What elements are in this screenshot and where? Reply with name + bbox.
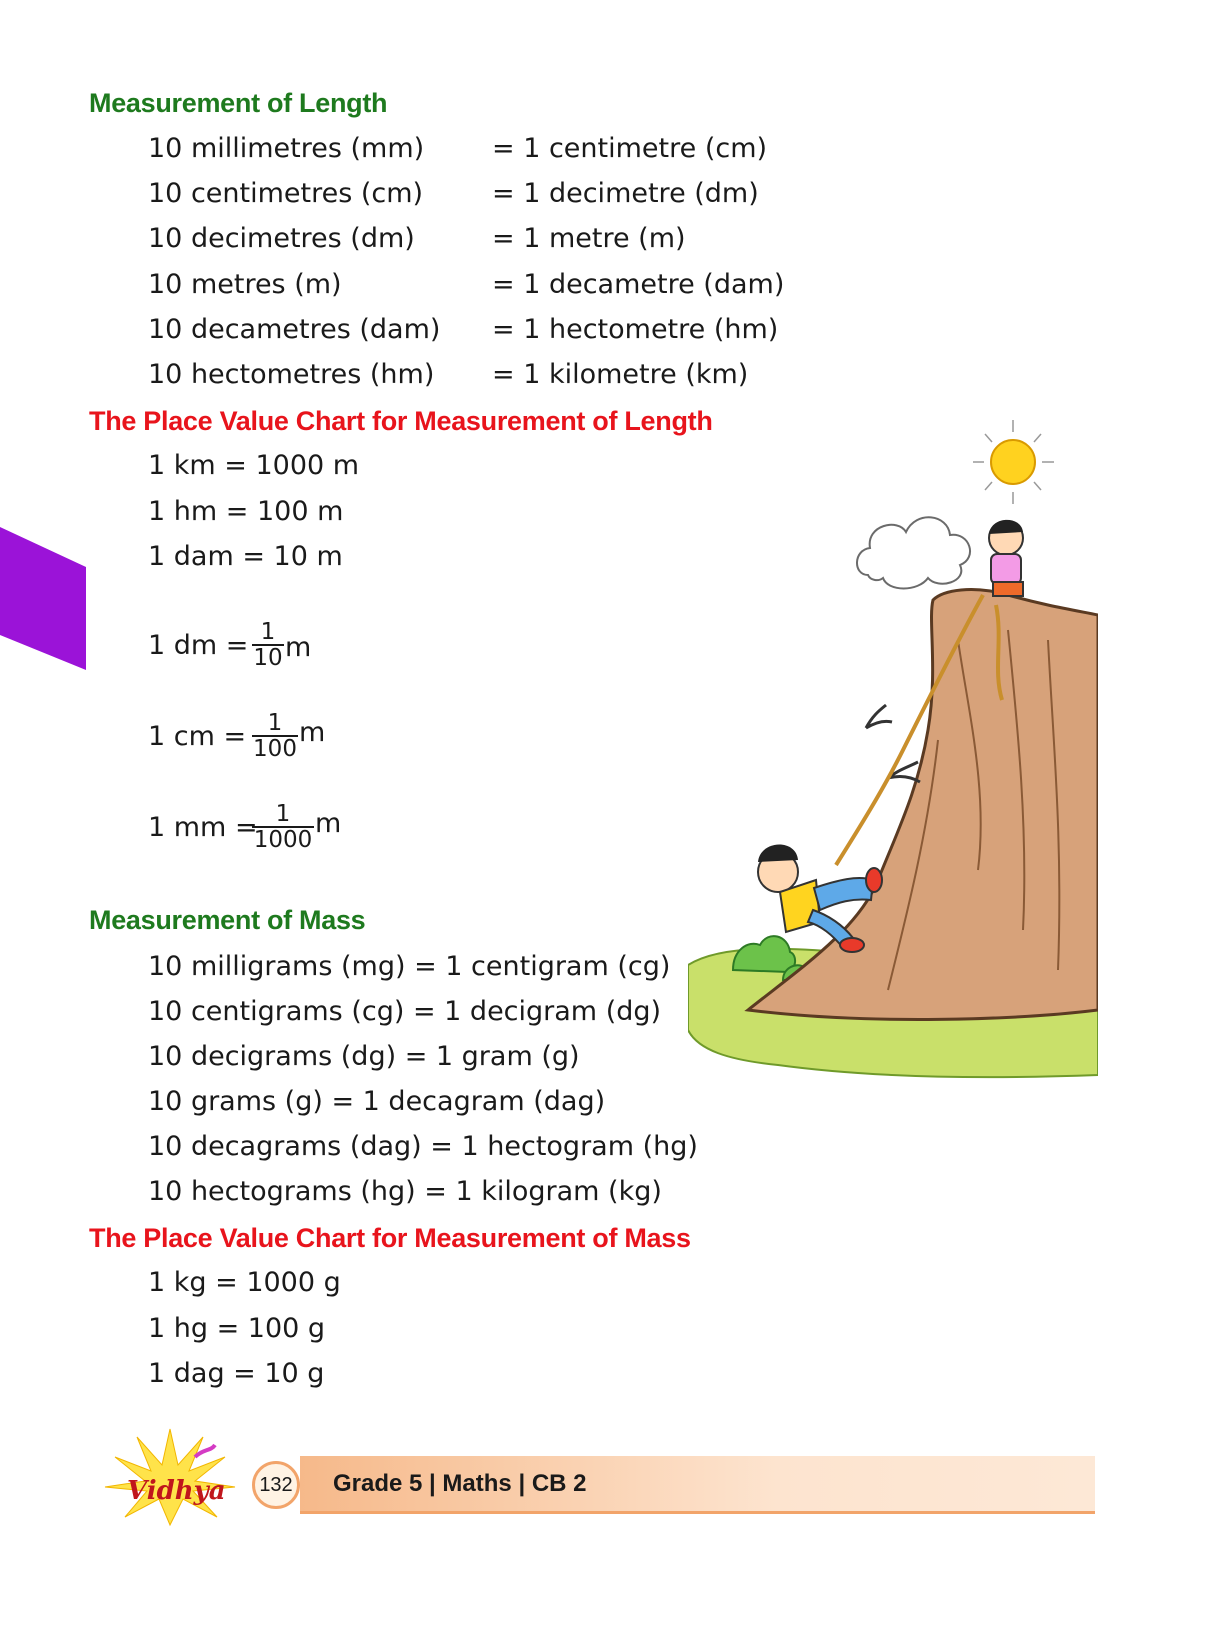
length-chart-row: 1 hm = 100 m: [148, 496, 344, 527]
fraction: 1 100: [253, 710, 297, 762]
length-row: 10 centimetres (cm) = 1 decimetre (dm): [148, 178, 759, 209]
mass-heading: Measurement of Mass: [89, 905, 366, 935]
footer-title: Grade 5 | Maths | CB 2: [333, 1470, 587, 1497]
mass-row: 10 decagrams (dag) = 1 hectogram (hg): [148, 1131, 698, 1162]
mass-chart-heading: The Place Value Chart for Measurement of Mass: [89, 1223, 691, 1253]
length-row: 10 metres (m) = 1 decametre (dam): [148, 269, 785, 300]
length-row: 10 hectometres (hm) = 1 kilometre (km): [148, 359, 749, 390]
length-row: 10 millimetres (mm) = 1 centimetre (cm): [148, 133, 768, 164]
mass-chart-row: 1 kg = 1000 g: [148, 1267, 341, 1298]
mass-row: 10 milligrams (mg) = 1 centigram (cg): [148, 951, 671, 982]
svg-text:Vidhya: Vidhya: [127, 1476, 226, 1506]
length-chart-heading: The Place Value Chart for Measurement of Length: [89, 406, 713, 436]
vidhya-logo: [85, 1427, 255, 1527]
fraction: 1 1000: [253, 801, 313, 853]
textbook-page: Measurement of Length 10 millimetres (mm) = 1 centimetre (cm) 10 centimetres (cm) = 1 decimetre (dm) 10 decimetres (dm) = 1 metre (m) 10 metres (m) = 1 decametre (dam) 10 decametres (dam) = 1 hectometre (hm) 10 hectometres (hm) = 1 kilometre (km) The Place Value Chart for Measurement of Length 1 km = 1000 m 1 hm = 100 m 1 dam = 10 m 1 dm = 1 10 m 1 cm = 1 100 m 1 mm = 1 1000 m Measurement of Mass 10 milligrams (mg) = 1 centigram (cg) 10 centigrams (cg) = 1 decigram (dg) 10 decigrams (dg) = 1 gram (g) 10 grams (g) = 1 decagram (dag) 10 decagrams (dag) = 1 hectogram (hg) 10 hectograms (hg) = 1 kilogram (kg) The Place Value Chart for Measurement of Mass 1 kg = 1000 g 1 hg = 100 g 1 dag = 10 g 132 Grade 5 | Maths | CB 2 Vidhya: [0, 0, 1223, 1625]
length-heading: Measurement of Length: [89, 88, 388, 118]
page-number: 132: [252, 1461, 300, 1509]
mass-row: 10 grams (g) = 1 decagram (dag): [148, 1086, 606, 1117]
mass-row: 10 centigrams (cg) = 1 decigram (dg): [148, 996, 662, 1027]
mass-chart-row: 1 dag = 10 g: [148, 1358, 325, 1389]
side-tab-marker: [0, 527, 86, 670]
mass-chart-row: 1 hg = 100 g: [148, 1313, 326, 1344]
length-chart-row: 1 km = 1000 m: [148, 450, 360, 481]
cliff-climber-illustration: [688, 410, 1098, 1080]
fraction: 1 10: [253, 619, 283, 671]
length-chart-row: 1 dam = 10 m: [148, 541, 343, 572]
mass-row: 10 hectograms (hg) = 1 kilogram (kg): [148, 1176, 662, 1207]
length-row: 10 decametres (dam) = 1 hectometre (hm): [148, 314, 779, 345]
mass-row: 10 decigrams (dg) = 1 gram (g): [148, 1041, 580, 1072]
length-row: 10 decimetres (dm) = 1 metre (m): [148, 223, 686, 254]
